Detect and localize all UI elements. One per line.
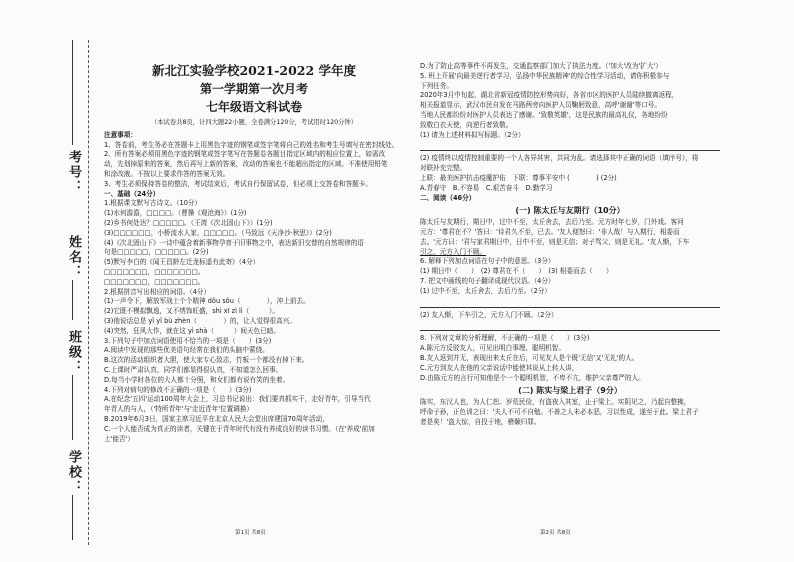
q5-1-answer-line[interactable]	[420, 141, 720, 151]
q5-material: 致敬白衣天使，向逆行者致敬。	[420, 120, 513, 129]
q8-option: A.陈元方反驳友人，可见出明白事理、聪明机智。	[420, 344, 565, 353]
question-3: 3.下列句子中加点词语使用不恰当的一项是（ ）(3分)	[104, 336, 272, 345]
couplet: 上联：最美医护抗击疫魔护佑 下联：尊事平安中 ( ) (2分)	[420, 173, 617, 182]
reading-2-text: 者是矣！'盗大惊，自投于地，稽颡归罪。	[420, 417, 541, 426]
question-1: 1.根据课文默写古诗文。（10分）	[104, 199, 202, 208]
q5-material: 相关报道显示，武汉市民自发在马路两旁向医护人员鞠躬致意，高呼'谢谢'等口号。	[420, 101, 661, 110]
q5-material: 当地人民都纷纷对医护人员表达了感谢。'致敬英雄'，这是民族的最高礼仪，各地纷纷	[420, 110, 668, 119]
q1-line: (3)□□□□□□，小桥流水人家，□□□□□。（马致远《天净沙·秋思》）(2分)	[104, 228, 332, 237]
q4-option: A.在纪念'五四'运动100周年大会上，习总书记说出：我们要真抓实干，走好青年，引导当代	[104, 395, 371, 404]
class-line	[72, 375, 73, 440]
reading-1-text: 去。'元方曰：'君与家君期日中，日中不至，则是无信；对子骂父，则是无礼。'友人惭，下车	[420, 237, 690, 246]
reading-1-title: (一) 陈太丘与友期行（10分）	[515, 206, 625, 216]
left-page-number: 第1页 共8页	[235, 530, 266, 536]
note-line: 3、考生必须保持答卷的整洁，考试结束后，考试自行保留试卷，但必须上交答卷和答题卡。	[104, 179, 372, 188]
q4-option: C.一个人能否成为真正的读者，关键在于青年时代有没有养成良好的读书习惯。（在'养成'前加	[104, 424, 375, 433]
school-label: 学校：	[66, 450, 81, 495]
reading-2-title: (二) 陈实与梁上君子（9分）	[518, 386, 622, 396]
exam-no-label: 考号：	[66, 150, 81, 195]
question-6: 6. 解释下列加点词语在句子中的意思。（3分）	[420, 257, 555, 266]
q2-line: (2)它既不模拟飘逸，又不绣饰旺盛，shì xī zì lì（ ）。	[104, 307, 279, 316]
q8-option: B.友人返到并无，表现出来太丘在后，可见友人是个既'无信'又'无礼'的人。	[420, 353, 639, 362]
left-page	[104, 52, 404, 444]
note-line: 2、所有答案必须用黑色字迹的钢笔或签字笔写在答题卷各题目指定区域内的相应位置上，如需改	[104, 150, 386, 159]
q5-sub-1: (1) 请为上述材料拟写标题。（2分）	[420, 130, 525, 139]
right-page	[420, 62, 720, 428]
reading-1-text: 元方：'尊君在不？'答曰：'待君久不至，已去。'友人便怒曰：'非人哉！与人期行，相委而	[420, 227, 680, 236]
part1-heading: 一、基础（24分）	[104, 189, 160, 198]
question-7: 7. 把文中画线的句子翻译成现代汉语。（4分）	[420, 276, 555, 285]
q3-option: D.每当小学时各位的大人都十分照，和女们都有说有笑的坐着。	[104, 375, 290, 384]
reading-2-text: 呼命子孙，正色训之曰：'夫人不可不自勉。不善之人未必本恶，习以性成，遂至于此。梁上君子	[420, 407, 699, 416]
q4-option: 上'能否'）	[104, 434, 135, 443]
right-page-number: 第2页 共8页	[540, 530, 571, 536]
q4-option: 年青人的与人，（'特所青年'与'走近青年'位置调换）	[104, 405, 254, 414]
part2-heading: 二、阅读（46分）	[420, 193, 476, 202]
q1-line: □□□□□□□，□□□□□□□。	[104, 277, 205, 286]
cut-line	[88, 40, 89, 545]
q2-line: (4)突然，狂风大作，就在这 yì shà（ ）间天色已暗。	[104, 326, 280, 335]
q2-line: (1)一声令下，解放军战士个个精神 dǒu sǒu（ ），冲上前去。	[104, 297, 310, 306]
question-5: 5. 班上开展'向最美逆行者学习，弘扬中华民族精神'的综合性学习活动，请你积极参与	[420, 71, 670, 80]
q1-line: 句是□□□□□，□□□□□。(2分)	[104, 248, 209, 257]
exam-meta: （本试卷共8页，计四大题22小题，全卷满分120分，考试用时120分钟）	[150, 119, 358, 126]
question-8: 8. 下列对文章的分析理解，不正确的一项是（ ）(3分)	[420, 334, 590, 343]
q8-option: C.元方到友人在他的父亲说话中能使其说从上转人讲，	[420, 363, 579, 372]
class-label: 班级：	[66, 330, 81, 375]
reading-1-text: 引之，元方入门不顾。	[420, 247, 486, 256]
question-2: 2.根据拼音写出相应的词语。（4分）	[104, 287, 211, 296]
q1-line: □□□□□□□，□□□□□□□。	[104, 267, 205, 276]
q3-option: A.阅读中发现的那些优美语句经常在我们的头脑中萦绕。	[104, 346, 269, 355]
exam-subject: 七年级语文科试卷	[205, 100, 302, 114]
q6-items: (1) 期日中（ ） (2) 尊君在不（ ） (3) 相委而去（ ）	[420, 267, 613, 276]
q5-sub-2: (2) 疫情终以疫情控制重要的一个人各异其害，共同为乱。请选择其中正确的词语（填序号），将	[420, 154, 699, 163]
q7-item: (2) 友人惭，下车引之，元方入门不顾。（2分）	[420, 310, 558, 319]
note-line: 1、答卷前，考生务必在答题卡上用黑色字迹的钢笔或签字笔将自己的姓名和考生号填写在密封线处。	[104, 140, 399, 149]
note-line: 和涂改液。不按以上要求作答的答案无效。	[104, 169, 230, 178]
q1-line: (5)默写李白的《闻王昌龄左迁龙标遥有此寄》（4分）	[104, 258, 260, 267]
q7-1-answer-line[interactable]	[420, 298, 720, 308]
q2-line: (3)他说话总是 yǐ yǐ bù zhèn（ ）的，让人觉得很高兴。	[104, 316, 296, 325]
name-line	[72, 280, 73, 320]
q1-line: (2)乡书何处达？□□□□□。（王湾《次北固山下》）(1分)	[104, 218, 273, 227]
exam-no-line	[72, 40, 73, 145]
q7-item: (1) 过中不至，太丘舍去，去后乃至。（2分）	[420, 286, 552, 295]
exam-term: 第一学期第一次月考	[199, 82, 308, 96]
q3-option: B.这次的活动组织者大胆，使大家专心致志，竹板一个都没有掉下来。	[104, 356, 309, 365]
q5-sub-2b: 对联补充完整。	[420, 164, 467, 173]
notes-heading: 注意事项：	[104, 130, 137, 139]
q4-option: B.2019年6月3日，国家主席习近平在北京人民大会堂出席建国70周年活动，	[104, 414, 329, 423]
binding-margin	[0, 0, 100, 562]
couplet-options: A.青春守 B.不容易 C.艰苦奋斗 D.勤学习	[420, 183, 553, 192]
q1-line: (4)《次北固山下》一诗中蕴含着新事物孕育于旧事物之中，表达新旧交替的自然规律的语	[104, 238, 364, 247]
q4-option-d: D.为了防止高等事件不再发生，交通监察部门加大了执法力度。（'加大'改为'扩大'）	[420, 62, 662, 70]
q7-2-answer-line[interactable]	[420, 321, 720, 331]
q5-material: 2020年3月中旬起，湖北省新冠疫情防控形势向好，各省市区的医护人员陆续撤离返程，	[420, 91, 679, 100]
school-title: 新北江实验学校2021-2022 学年度	[151, 63, 357, 78]
note-line: 动，先划掉原来的答案，然后再写上新的答案，改动的答案也不能超出指定的区域。不准使用铅笔	[104, 160, 388, 169]
q8-option: D.由陈元方的言行可知他是个一个聪明机智，不卑不亢，维护父亲尊严的人。	[420, 373, 645, 382]
q5-line: 下列任务。	[420, 81, 453, 90]
reading-1-text: 陈太丘与友期行，期日中，过中不至，太丘舍去，去后乃至。元方时年七岁，门外戏。客问	[420, 218, 684, 227]
question-4: 4.下列对病句的修改不正确的一项是（ ）(3分)	[104, 385, 252, 394]
name-label: 姓名：	[66, 235, 81, 280]
school-line	[72, 495, 73, 540]
q1-line: (1)水何澹澹，□□□□。（曹操《观沧海》）(1分)	[104, 209, 247, 218]
q3-option: C.上课时严肃认真，同学们都显得很认真，不知道怎么回事。	[104, 365, 283, 374]
reading-2-text: 陈实，东汉人也，为人仁恕。岁荒民俭，有盗夜入其室，止于梁上。实阴见之，乃起自整拂，	[420, 398, 691, 407]
